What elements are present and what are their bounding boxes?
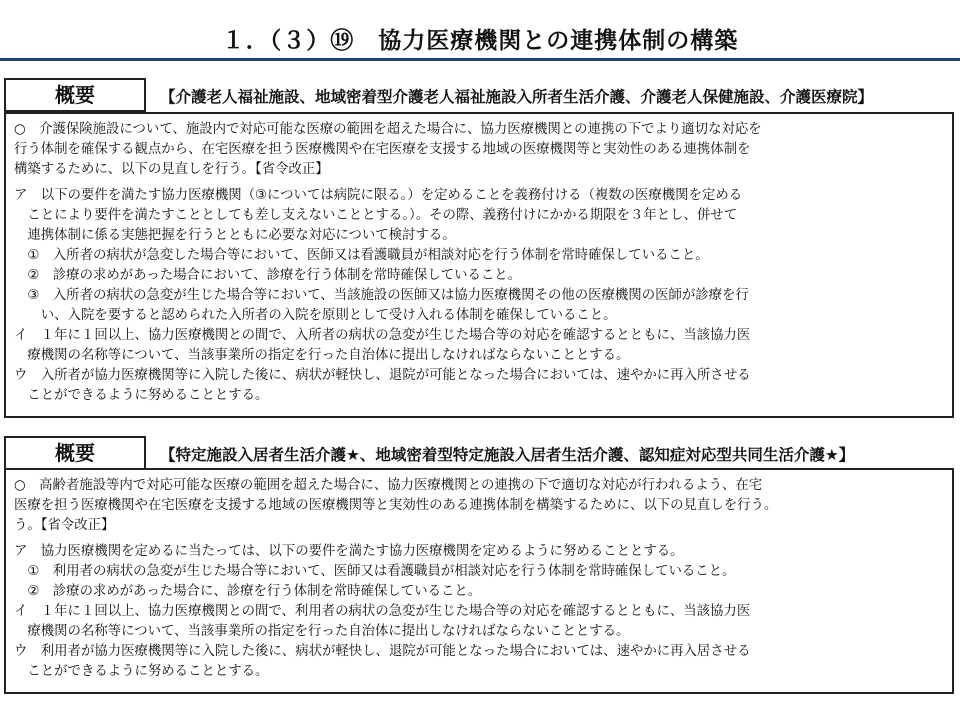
intro-paragraph-1: [14, 120, 944, 180]
list-item: ② 診療の求めがあった場合に、診療を行う体制を常時確保していること。: [14, 584, 482, 599]
list-item: ことにより要件を満たすこととしても差し支えないこととする。）。その際、義務付けにかかる期限を３年とし、併せて: [14, 208, 738, 223]
summary-box-1: [4, 112, 954, 418]
list-item: ③ 入所者の病状の急変が生じた場合等において、当該施設の医師又は協力医療機関その他の医療機関の医師が診療を行: [14, 288, 749, 303]
intro-line: ○ 高齢者施設等内で対応可能な医療の範囲を超えた場合に、協力医療機関との連携の下で適切な対応が行われるよう、在宅: [14, 478, 763, 493]
scope-label-1: 【介護老人福祉施設、地域密着型介護老人福祉施設入所者生活介護、介護老人保健施設、介護医療院】: [160, 88, 874, 106]
scope-label-2: 【特定施設入居者生活介護★、地域密着型特定施設入居者生活介護、認知症対応型共同生活介護★】: [160, 446, 855, 464]
list-item: ア 協力医療機関を定めるに当たっては、以下の要件を満たす協力医療機関を定めるように努めることとする。: [14, 544, 684, 559]
list-item: ② 診療の求めがあった場合において、診療を行う体制を常時確保していること。: [14, 268, 522, 283]
list-item: ウ 利用者が協力医療機関等に入院した後に、病状が軽快し、退院が可能となった場合においては、速やかに再入居させる: [14, 644, 751, 659]
list-item: イ １年に１回以上、協力医療機関との間で、入所者の病状の急変が生じた場合等の対応を確認するとともに、当該協力医: [14, 328, 751, 343]
requirement-list-1: [14, 186, 944, 406]
summary-box-2: [4, 468, 954, 694]
intro-line: 行う体制を確保する観点から、在宅医療を担う医療機関や在宅医療を支援する地域の医療機関等と実効性のある連携体制を: [14, 142, 751, 157]
summary-tag-2: 概要: [4, 436, 146, 470]
list-item: ① 利用者の病状の急変が生じた場合等において、医師又は看護職員が相談対応を行う体制を常時確保していること。: [14, 564, 736, 579]
summary-tag-1: 概要: [4, 78, 146, 112]
list-item: 療機関の名称等について、当該事業所の指定を行った自治体に提出しなければならないこととする。: [14, 624, 630, 639]
list-item: ことができるように努めることとする。: [14, 664, 269, 679]
intro-line: ○ 介護保険施設について、施設内で対応可能な医療の範囲を超えた場合に、協力医療機関との連携の下でより適切な対応を: [14, 122, 762, 137]
list-item: 連携体制に係る実態把握を行うとともに必要な対応について検討する。: [14, 228, 456, 243]
page-title: １．（３）⑲ 協力医療機関との連携体制の構築: [221, 28, 739, 54]
list-item: イ １年に１回以上、協力医療機関との間で、利用者の病状の急変が生じた場合等の対応を確認するとともに、当該協力医: [14, 604, 751, 619]
intro-line: 医療を担う医療機関や在宅医療を支援する地域の医療機関等と実効性のある連携体制を構築するために、以下の見直しを行う。: [14, 498, 778, 513]
intro-line: う。【省令改正】: [14, 518, 115, 533]
list-item: ① 入所者の病状が急変した場合等において、医師又は看護職員が相談対応を行う体制を常時確保していること。: [14, 248, 709, 263]
requirement-list-2: [14, 542, 944, 682]
list-item: ウ 入所者が協力医療機関等に入院した後に、病状が軽快し、退院が可能となった場合においては、速やかに再入所させる: [14, 368, 751, 383]
list-item: い、入院を要すると認められた入所者の入院を原則として受け入れる体制を確保していること。: [14, 308, 617, 323]
list-item: ことができるように努めることとする。: [14, 388, 269, 403]
list-item: 療機関の名称等について、当該事業所の指定を行った自治体に提出しなければならないこととする。: [14, 348, 630, 363]
title-underline: [0, 58, 960, 61]
intro-paragraph-2: [14, 476, 944, 536]
list-item: ア 以下の要件を満たす協力医療機関（③については病院に限る。）を定めることを義務付ける（複数の医療機関を定める: [14, 188, 743, 203]
intro-line: 構築するために、以下の見直しを行う。【省令改正】: [14, 162, 329, 177]
